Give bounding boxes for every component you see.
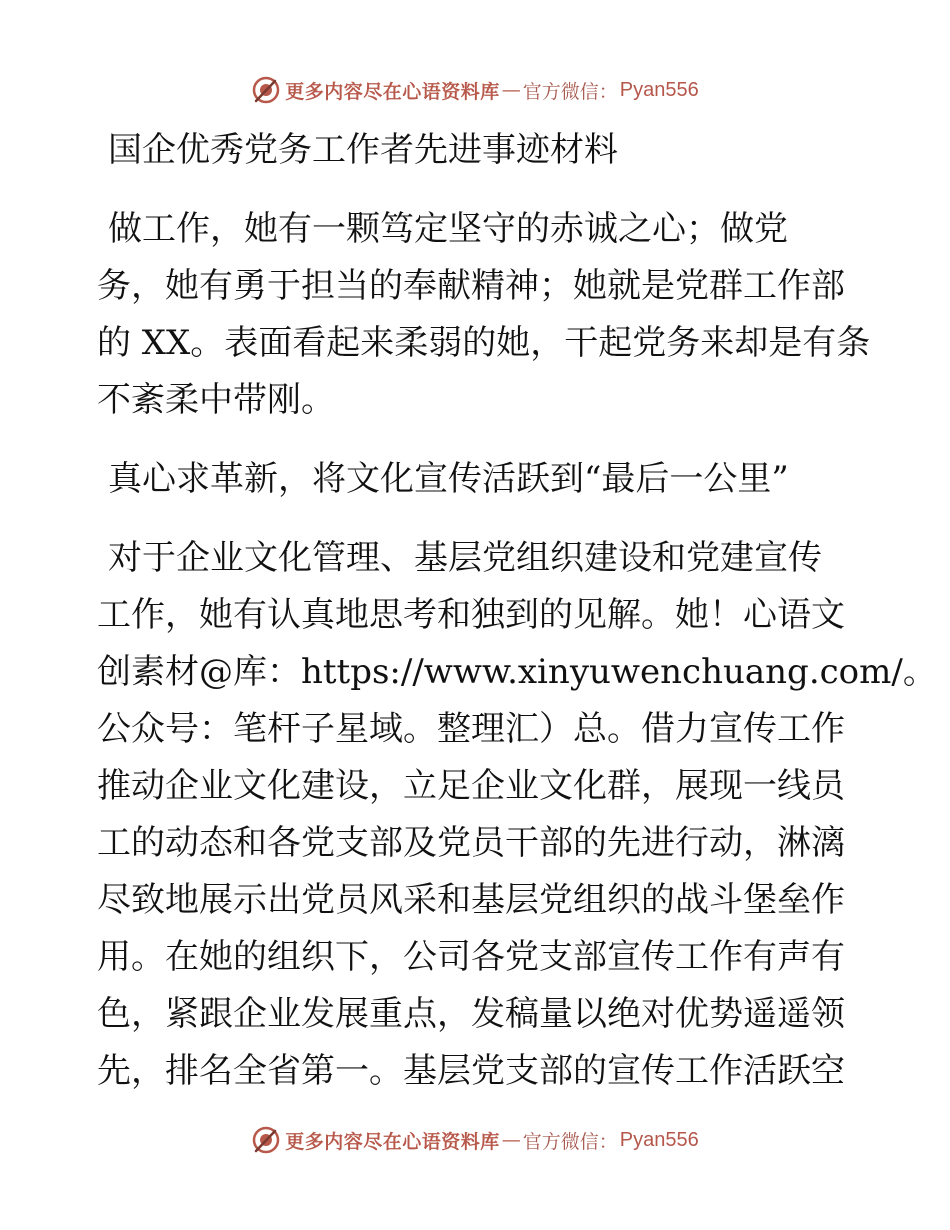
text-line: 用。在她的组织下，公司各党支部宣传工作有声有 — [97, 937, 845, 977]
text-line: 创素材@库：https://www.xinyuwenchuang.com/。 — [97, 652, 937, 692]
text-line: 工作，她有认真地思考和独到的见解。她！心语文 — [97, 595, 845, 635]
text-line: 尽致地展示出党员风采和基层党组织的战斗堡垒作 — [97, 880, 845, 920]
section-heading: 真心求革新，将文化宣传活跃到“最后一公里” — [108, 459, 789, 499]
text-line: 工的动态和各党支部及党员干部的先进行动，淋漓 — [97, 823, 845, 863]
footer-banner — [0, 1122, 950, 1158]
brand-logo-icon — [251, 1125, 281, 1155]
header-banner — [0, 72, 950, 108]
text-line: 不紊柔中带刚。 — [97, 380, 335, 420]
text-line: 公众号：笔杆子星域。整理汇）总。借力宣传工作 — [97, 709, 845, 749]
banner-wechat-label: 官方微信： — [522, 1130, 618, 1153]
banner-wechat-label: 官方微信： — [522, 80, 618, 103]
banner-text: 更多内容尽在心语资料库 — [285, 80, 500, 103]
text-line: 务，她有勇于担当的奉献精神；她就是党群工作部 — [97, 266, 845, 306]
text-line: 做工作，她有一颗笃定坚守的赤诚之心；做党 — [108, 209, 788, 249]
banner-text: 更多内容尽在心语资料库 — [285, 1130, 500, 1153]
paragraph-1 — [97, 201, 871, 429]
text-line: 的 XX。表面看起来柔弱的她，干起党务来却是有条 — [97, 323, 871, 363]
banner-separator: — — [501, 1129, 521, 1151]
document-body — [97, 122, 937, 1100]
paragraph-2 — [97, 530, 937, 1100]
text-line: 色，紧跟企业发展重点，发稿量以绝对优势遥遥领 — [97, 994, 845, 1034]
text-line: 推动企业文化建设，立足企业文化群，展现一线员 — [97, 766, 845, 806]
banner-wechat-id: Pyan556 — [619, 78, 699, 101]
banner-wechat-id: Pyan556 — [619, 1128, 699, 1151]
brand-logo-icon — [251, 75, 281, 105]
document-title: 国企优秀党务工作者先进事迹材料 — [108, 130, 618, 170]
banner-separator: — — [501, 79, 521, 101]
text-line: 对于企业文化管理、基层党组织建设和党建宣传 — [108, 538, 822, 578]
text-line: 先，排名全省第一。基层党支部的宣传工作活跃空 — [97, 1051, 845, 1091]
